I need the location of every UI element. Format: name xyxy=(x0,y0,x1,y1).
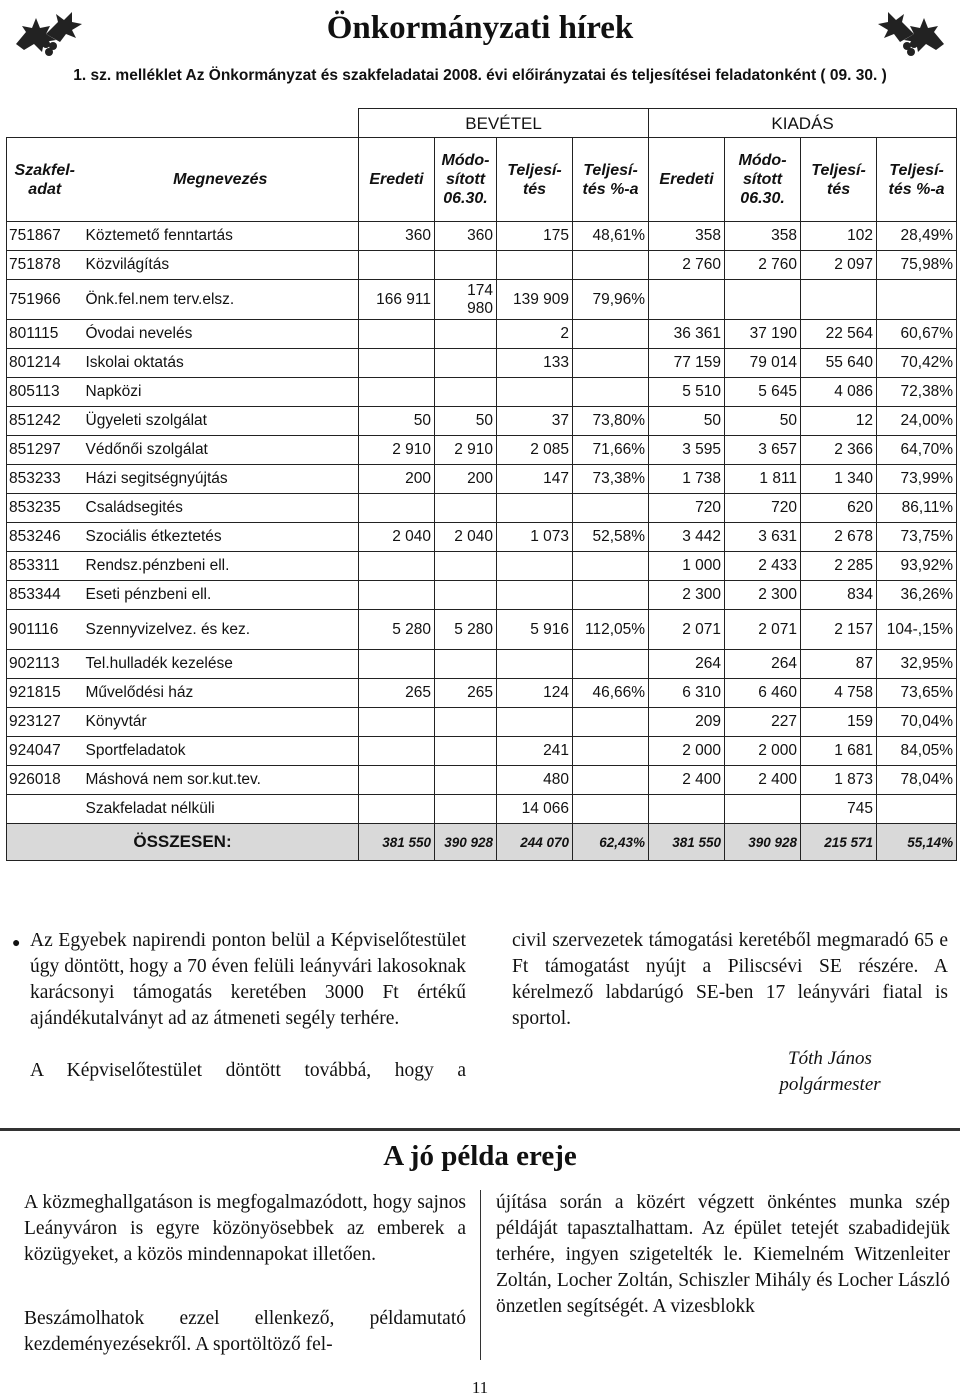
cell-i-perf xyxy=(497,650,573,679)
row-code: 853233 xyxy=(7,465,83,494)
cell-e-pct: 78,04% xyxy=(877,766,957,795)
signer-title: polgármester xyxy=(779,1074,881,1095)
budget-table xyxy=(6,108,957,861)
cell-e-pct: 70,04% xyxy=(877,708,957,737)
cell-e-perf: 1 340 xyxy=(801,465,877,494)
cell-i-mod xyxy=(435,708,497,737)
cell-i-orig xyxy=(359,581,435,610)
cell-i-pct xyxy=(573,552,649,581)
cell-i-mod: 50 xyxy=(435,407,497,436)
cell-i-orig: 265 xyxy=(359,679,435,708)
cell-i-pct: 46,66% xyxy=(573,679,649,708)
cell-i-perf xyxy=(497,378,573,407)
cell-e-mod: 720 xyxy=(725,494,801,523)
section-divider xyxy=(0,1128,960,1131)
cell-e-mod: 2 433 xyxy=(725,552,801,581)
table-row xyxy=(7,436,957,465)
cell-i-mod: 174 980 xyxy=(435,280,497,320)
cell-e-mod: 3 631 xyxy=(725,523,801,552)
income-group-header: BEVÉTEL xyxy=(359,109,649,138)
cell-e-pct: 70,42% xyxy=(877,349,957,378)
col-header-expense-mod: Módo-sított 06.30. xyxy=(725,138,801,222)
col-header-code: Szakfel-adat xyxy=(7,138,83,222)
column-divider xyxy=(480,1190,481,1360)
col-header-expense-pct: Teljesí-tés %-a xyxy=(877,138,957,222)
table-row xyxy=(7,465,957,494)
cell-e-mod: 6 460 xyxy=(725,679,801,708)
cell-e-perf: 2 285 xyxy=(801,552,877,581)
cell-i-mod xyxy=(435,766,497,795)
cell-e-perf: 1 681 xyxy=(801,737,877,766)
row-code: 923127 xyxy=(7,708,83,737)
table-row xyxy=(7,378,957,407)
row-name: Iskolai oktatás xyxy=(83,349,359,378)
table-row xyxy=(7,581,957,610)
cell-e-mod: 2 071 xyxy=(725,610,801,650)
row-name: Napközi xyxy=(83,378,359,407)
col-header-income-mod: Módo-sított 06.30. xyxy=(435,138,497,222)
cell-i-perf: 37 xyxy=(497,407,573,436)
article-right-paragraph: újítása során a közért végzett önkéntes munka szép példáját tapasztalhattam. Az épület tetejét szabadidejük terhére, ingyen szigetelték le. Kiemelném Witzenleiter Zoltán, Locher Zoltán, Schiszler Mihály és Locher László önzetlen segítségét. A vizesblokk xyxy=(496,1192,950,1317)
cell-e-pct: 32,95% xyxy=(877,650,957,679)
table-row xyxy=(7,222,957,251)
table-row xyxy=(7,320,957,349)
row-name: Óvodai nevelés xyxy=(83,320,359,349)
cell-e-perf: 55 640 xyxy=(801,349,877,378)
cell-e-orig: 3 595 xyxy=(649,436,725,465)
table-row xyxy=(7,679,957,708)
cell-i-mod: 2 910 xyxy=(435,436,497,465)
cell-e-pct: 36,26% xyxy=(877,581,957,610)
table-row xyxy=(7,610,957,650)
cell-i-orig xyxy=(359,494,435,523)
cell-i-orig xyxy=(359,349,435,378)
row-code: 751867 xyxy=(7,222,83,251)
col-header-expense-perf: Teljesí-tés xyxy=(801,138,877,222)
cell-i-pct xyxy=(573,737,649,766)
page-number: 11 xyxy=(471,1378,489,1397)
row-code: 902113 xyxy=(7,650,83,679)
cell-e-perf: 745 xyxy=(801,795,877,824)
col-header-income-orig: Eredeti xyxy=(359,138,435,222)
cell-e-pct: 73,65% xyxy=(877,679,957,708)
cell-i-perf: 2 xyxy=(497,320,573,349)
cell-e-orig: 50 xyxy=(649,407,725,436)
cell-i-pct xyxy=(573,708,649,737)
table-row xyxy=(7,795,957,824)
cell-e-pct: 93,92% xyxy=(877,552,957,581)
cell-e-orig: 2 400 xyxy=(649,766,725,795)
total-expense-pct: 55,14% xyxy=(877,824,957,861)
cell-e-orig: 2 071 xyxy=(649,610,725,650)
decision-left-continued: A Képviselőtestület döntött továbbá, hogy a xyxy=(30,1060,466,1081)
cell-i-perf: 5 916 xyxy=(497,610,573,650)
article-title: A jó példa ereje xyxy=(383,1140,577,1172)
total-income-perf: 244 070 xyxy=(497,824,573,861)
col-header-income-perf: Teljesí-tés xyxy=(497,138,573,222)
cell-i-pct xyxy=(573,320,649,349)
cell-e-mod: 3 657 xyxy=(725,436,801,465)
cell-i-pct: 52,58% xyxy=(573,523,649,552)
row-code: 851242 xyxy=(7,407,83,436)
cell-i-pct: 71,66% xyxy=(573,436,649,465)
row-name: Tel.hulladék kezelése xyxy=(83,650,359,679)
row-name: Máshová nem sor.kut.tev. xyxy=(83,766,359,795)
cell-i-orig: 2 040 xyxy=(359,523,435,552)
cell-e-orig: 36 361 xyxy=(649,320,725,349)
cell-i-pct: 73,80% xyxy=(573,407,649,436)
cell-i-orig: 360 xyxy=(359,222,435,251)
row-code: 853235 xyxy=(7,494,83,523)
cell-e-mod: 227 xyxy=(725,708,801,737)
cell-e-perf: 2 157 xyxy=(801,610,877,650)
cell-i-mod xyxy=(435,349,497,378)
total-expense-orig: 381 550 xyxy=(649,824,725,861)
cell-e-pct: 64,70% xyxy=(877,436,957,465)
row-name: Szennyvizelvez. és kez. xyxy=(83,610,359,650)
cell-e-pct xyxy=(877,795,957,824)
cell-i-orig: 50 xyxy=(359,407,435,436)
table-row xyxy=(7,251,957,280)
cell-e-orig: 2 000 xyxy=(649,737,725,766)
table-row xyxy=(7,650,957,679)
row-name: Szakfeladat nélküli xyxy=(83,795,359,824)
cell-i-pct: 73,38% xyxy=(573,465,649,494)
total-label: ÖSSZESEN: xyxy=(7,824,359,861)
cell-e-perf: 1 873 xyxy=(801,766,877,795)
cell-i-orig xyxy=(359,737,435,766)
cell-e-mod: 264 xyxy=(725,650,801,679)
row-code: 853311 xyxy=(7,552,83,581)
cell-e-pct: 72,38% xyxy=(877,378,957,407)
row-name: Házi segitségnyújtás xyxy=(83,465,359,494)
cell-e-perf: 2 097 xyxy=(801,251,877,280)
cell-i-orig: 200 xyxy=(359,465,435,494)
row-name: Művelődési ház xyxy=(83,679,359,708)
article-left-paragraph-1: A közmeghallgatáson is megfogalmazódott, hogy sajnos Leányváron is egyre közönyösebbek az emberek a közügyeket, a közös mindennapokat illetően. xyxy=(24,1192,466,1265)
cell-i-orig xyxy=(359,251,435,280)
cell-e-mod: 37 190 xyxy=(725,320,801,349)
col-header-income-pct: Teljesí-tés %-a xyxy=(573,138,649,222)
col-header-expense-orig: Eredeti xyxy=(649,138,725,222)
cell-e-orig: 358 xyxy=(649,222,725,251)
cell-e-orig: 2 300 xyxy=(649,581,725,610)
cell-i-perf xyxy=(497,581,573,610)
row-code: 853246 xyxy=(7,523,83,552)
cell-e-orig xyxy=(649,280,725,320)
cell-e-mod: 358 xyxy=(725,222,801,251)
cell-i-perf xyxy=(497,708,573,737)
cell-e-pct: 84,05% xyxy=(877,737,957,766)
cell-e-mod: 79 014 xyxy=(725,349,801,378)
decision-left-text: Az Egyebek napirendi ponton belül a Képviselőtestület úgy döntött, hogy a 70 éven felüli leányvári lakosoknak karácsonyi támogatás keretében 3000 Ft értékű ajándékutalványt ad az átmeneti segély terhére. xyxy=(30,930,466,1029)
row-code: 751878 xyxy=(7,251,83,280)
cell-i-pct xyxy=(573,378,649,407)
cell-e-mod: 2 000 xyxy=(725,737,801,766)
cell-e-mod xyxy=(725,280,801,320)
cell-i-mod xyxy=(435,494,497,523)
cell-e-orig: 264 xyxy=(649,650,725,679)
row-code: 801214 xyxy=(7,349,83,378)
cell-i-mod: 2 040 xyxy=(435,523,497,552)
cell-i-orig: 5 280 xyxy=(359,610,435,650)
row-code: 901116 xyxy=(7,610,83,650)
row-code: 924047 xyxy=(7,737,83,766)
cell-i-perf xyxy=(497,251,573,280)
cell-e-mod: 5 645 xyxy=(725,378,801,407)
cell-i-perf: 480 xyxy=(497,766,573,795)
table-row xyxy=(7,708,957,737)
total-expense-mod: 390 928 xyxy=(725,824,801,861)
cell-i-mod: 360 xyxy=(435,222,497,251)
cell-i-orig xyxy=(359,795,435,824)
article-left-paragraph-2: Beszámolhatok ezzel ellenkező, példamutató kezdeményezésekről. A sportöltöző fel- xyxy=(24,1308,466,1355)
row-code: 801115 xyxy=(7,320,83,349)
table-row xyxy=(7,280,957,320)
cell-i-mod: 200 xyxy=(435,465,497,494)
row-name: Önk.fel.nem terv.elsz. xyxy=(83,280,359,320)
cell-i-perf: 147 xyxy=(497,465,573,494)
cell-i-mod xyxy=(435,320,497,349)
table-caption: 1. sz. melléklet Az Önkormányzat és szakfeladatai 2008. évi előirányzatai és teljesítései feladatonként ( 09. 30. ) xyxy=(73,67,887,84)
cell-e-mod: 1 811 xyxy=(725,465,801,494)
cell-i-mod xyxy=(435,737,497,766)
row-name: Családsegités xyxy=(83,494,359,523)
table-row xyxy=(7,349,957,378)
row-code: 853344 xyxy=(7,581,83,610)
table-row xyxy=(7,523,957,552)
cell-i-perf: 175 xyxy=(497,222,573,251)
table-row xyxy=(7,494,957,523)
cell-i-mod xyxy=(435,378,497,407)
cell-e-orig: 1 738 xyxy=(649,465,725,494)
cell-e-orig: 6 310 xyxy=(649,679,725,708)
cell-e-perf: 159 xyxy=(801,708,877,737)
col-header-name: Megnevezés xyxy=(83,138,359,222)
row-name: Szociális étkeztetés xyxy=(83,523,359,552)
cell-e-pct: 73,99% xyxy=(877,465,957,494)
signer-name: Tóth János xyxy=(788,1048,872,1069)
cell-e-pct: 24,00% xyxy=(877,407,957,436)
cell-e-perf: 620 xyxy=(801,494,877,523)
cell-i-orig: 2 910 xyxy=(359,436,435,465)
cell-i-mod xyxy=(435,795,497,824)
cell-i-orig xyxy=(359,378,435,407)
cell-e-pct xyxy=(877,280,957,320)
cell-i-pct: 112,05% xyxy=(573,610,649,650)
cell-e-mod: 50 xyxy=(725,407,801,436)
cell-i-mod xyxy=(435,650,497,679)
cell-i-perf: 14 066 xyxy=(497,795,573,824)
row-name: Ügyeleti szolgálat xyxy=(83,407,359,436)
row-code: 851297 xyxy=(7,436,83,465)
total-income-orig: 381 550 xyxy=(359,824,435,861)
cell-e-pct: 73,75% xyxy=(877,523,957,552)
cell-e-perf: 22 564 xyxy=(801,320,877,349)
row-code: 805113 xyxy=(7,378,83,407)
cell-e-perf: 834 xyxy=(801,581,877,610)
row-code: 926018 xyxy=(7,766,83,795)
row-code: 921815 xyxy=(7,679,83,708)
row-name: Sportfeladatok xyxy=(83,737,359,766)
cell-e-perf: 2 366 xyxy=(801,436,877,465)
row-name: Könyvtár xyxy=(83,708,359,737)
cell-i-mod: 5 280 xyxy=(435,610,497,650)
cell-i-orig xyxy=(359,766,435,795)
cell-e-perf: 102 xyxy=(801,222,877,251)
row-code: 751966 xyxy=(7,280,83,320)
cell-e-orig: 77 159 xyxy=(649,349,725,378)
cell-i-perf xyxy=(497,552,573,581)
cell-i-pct xyxy=(573,494,649,523)
cell-i-perf: 133 xyxy=(497,349,573,378)
bullet-icon: ● xyxy=(12,936,21,951)
cell-i-perf: 1 073 xyxy=(497,523,573,552)
row-code xyxy=(7,795,83,824)
cell-i-mod xyxy=(435,552,497,581)
cell-i-orig xyxy=(359,650,435,679)
cell-e-perf: 4 758 xyxy=(801,679,877,708)
cell-e-pct: 86,11% xyxy=(877,494,957,523)
cell-i-perf: 124 xyxy=(497,679,573,708)
cell-e-orig: 2 760 xyxy=(649,251,725,280)
cell-e-mod: 2 300 xyxy=(725,581,801,610)
cell-e-perf: 87 xyxy=(801,650,877,679)
cell-e-orig: 720 xyxy=(649,494,725,523)
page-header-title: Önkormányzati hírek xyxy=(326,10,634,46)
cell-e-perf xyxy=(801,280,877,320)
cell-e-perf: 4 086 xyxy=(801,378,877,407)
cell-e-orig: 209 xyxy=(649,708,725,737)
cell-i-pct xyxy=(573,251,649,280)
cell-e-orig xyxy=(649,795,725,824)
cell-e-pct: 60,67% xyxy=(877,320,957,349)
cell-i-perf xyxy=(497,494,573,523)
cell-i-pct xyxy=(573,349,649,378)
cell-i-pct: 48,61% xyxy=(573,222,649,251)
cell-i-orig: 166 911 xyxy=(359,280,435,320)
cell-e-orig: 1 000 xyxy=(649,552,725,581)
table-row xyxy=(7,552,957,581)
cell-i-mod xyxy=(435,251,497,280)
row-name: Köztemető fenntartás xyxy=(83,222,359,251)
cell-i-orig xyxy=(359,708,435,737)
cell-e-perf: 12 xyxy=(801,407,877,436)
row-name: Rendsz.pénzbeni ell. xyxy=(83,552,359,581)
cell-i-pct xyxy=(573,581,649,610)
cell-i-pct xyxy=(573,766,649,795)
row-name: Közvilágítás xyxy=(83,251,359,280)
table-row xyxy=(7,737,957,766)
table-row xyxy=(7,407,957,436)
table-row xyxy=(7,766,957,795)
cell-e-mod xyxy=(725,795,801,824)
cell-i-perf: 139 909 xyxy=(497,280,573,320)
cell-i-pct xyxy=(573,795,649,824)
cell-i-perf: 2 085 xyxy=(497,436,573,465)
expense-group-header: KIADÁS xyxy=(649,109,957,138)
cell-e-perf: 2 678 xyxy=(801,523,877,552)
cell-e-orig: 5 510 xyxy=(649,378,725,407)
total-row xyxy=(7,824,957,861)
cell-i-pct: 79,96% xyxy=(573,280,649,320)
row-name: Védőnői szolgálat xyxy=(83,436,359,465)
cell-e-mod: 2 400 xyxy=(725,766,801,795)
cell-i-mod: 265 xyxy=(435,679,497,708)
cell-i-pct xyxy=(573,650,649,679)
cell-i-orig xyxy=(359,320,435,349)
total-expense-perf: 215 571 xyxy=(801,824,877,861)
cell-e-orig: 3 442 xyxy=(649,523,725,552)
cell-i-mod xyxy=(435,581,497,610)
total-income-pct: 62,43% xyxy=(573,824,649,861)
cell-i-orig xyxy=(359,552,435,581)
cell-e-mod: 2 760 xyxy=(725,251,801,280)
total-income-mod: 390 928 xyxy=(435,824,497,861)
decision-right-text: civil szervezetek támogatási keretéből megmaradó 65 e Ft támogatást nyújt a Piliscsévi SE részére. A kérelmező labdarúgó SE-ben 17 leányvári fiatal is sportol. xyxy=(512,930,948,1029)
cell-e-pct: 75,98% xyxy=(877,251,957,280)
cell-i-perf: 241 xyxy=(497,737,573,766)
row-name: Eseti pénzbeni ell. xyxy=(83,581,359,610)
cell-e-pct: 104-,15% xyxy=(877,610,957,650)
cell-e-pct: 28,49% xyxy=(877,222,957,251)
